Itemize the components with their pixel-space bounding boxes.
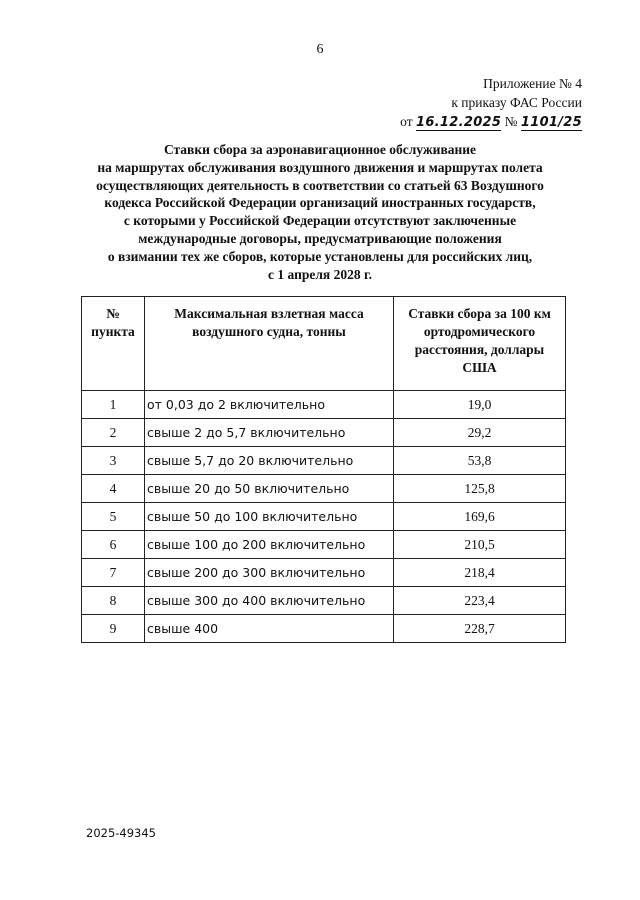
title-line: с 1 апреля 2028 г. [268,266,372,282]
row-mass: свыше 50 до 100 включительно [145,503,394,531]
row-mass: свыше 5,7 до 20 включительно [145,447,394,475]
row-number: 7 [82,559,145,587]
row-mass: свыше 2 до 5,7 включительно [145,419,394,447]
row-number: 4 [82,475,145,503]
title-line: осуществляющих деятельность в соответствии со статьей 63 Воздушного [96,177,544,193]
row-number: 5 [82,503,145,531]
header-rate: Ставки сбора за 100 км ортодромического расстояния, доллары США [394,297,566,391]
number-prefix: № [504,114,518,129]
handwritten-date: 16.12.2025 [415,115,502,130]
title-line: о взимании тех же сборов, которые установлены для российских лиц, [107,248,533,264]
row-rate: 53,8 [394,447,566,475]
title-line: кодекса Российской Федерации организаций иностранных государств, [104,195,536,211]
table-row [82,419,566,447]
rates-table [81,296,566,643]
title-line: с которыми у Российской Федерации отсутствуют заключенные [123,213,517,229]
row-rate: 210,5 [394,531,566,559]
row-mass: свыше 400 [145,615,394,643]
row-mass: свыше 100 до 200 включительно [145,531,394,559]
annex-title: Приложение № 4 [483,76,582,91]
page-number: 6 [316,42,324,57]
row-rate: 228,7 [394,615,566,643]
annex-date-line [400,112,582,132]
table-row [82,391,566,419]
row-number: 6 [82,531,145,559]
title-line: на маршрутах обслуживания воздушного движения и маршрутах полета [97,159,543,175]
row-mass: от 0,03 до 2 включительно [145,391,394,419]
document-code: 2025-49345 [86,826,156,840]
row-number: 3 [82,447,145,475]
table-header-row [82,297,566,391]
document-title [70,141,570,283]
row-number: 1 [82,391,145,419]
table-row [82,447,566,475]
table-row [82,503,566,531]
table-row [82,531,566,559]
row-number: 8 [82,587,145,615]
row-number: 2 [82,419,145,447]
table-row [82,587,566,615]
title-line: Ставки сбора за аэронавигационное обслуживание [163,142,477,157]
row-rate: 218,4 [394,559,566,587]
row-mass: свыше 300 до 400 включительно [145,587,394,615]
header-item-number: № пункта [82,297,145,391]
title-line: международные договоры, предусматривающие положения [138,230,502,246]
row-number: 9 [82,615,145,643]
header-max-takeoff-mass: Максимальная взлетная масса воздушного судна, тонны [145,297,394,391]
row-mass: свыше 200 до 300 включительно [145,559,394,587]
row-rate: 19,0 [394,391,566,419]
annex-order-ref: к приказу ФАС России [451,95,582,110]
date-prefix: от [400,114,413,129]
annex-header [400,74,582,132]
table-row [82,559,566,587]
table-row [82,475,566,503]
row-rate: 169,6 [394,503,566,531]
row-mass: свыше 20 до 50 включительно [145,475,394,503]
table-row [82,615,566,643]
row-rate: 125,8 [394,475,566,503]
row-rate: 223,4 [394,587,566,615]
handwritten-number: 1101/25 [520,115,582,130]
row-rate: 29,2 [394,419,566,447]
